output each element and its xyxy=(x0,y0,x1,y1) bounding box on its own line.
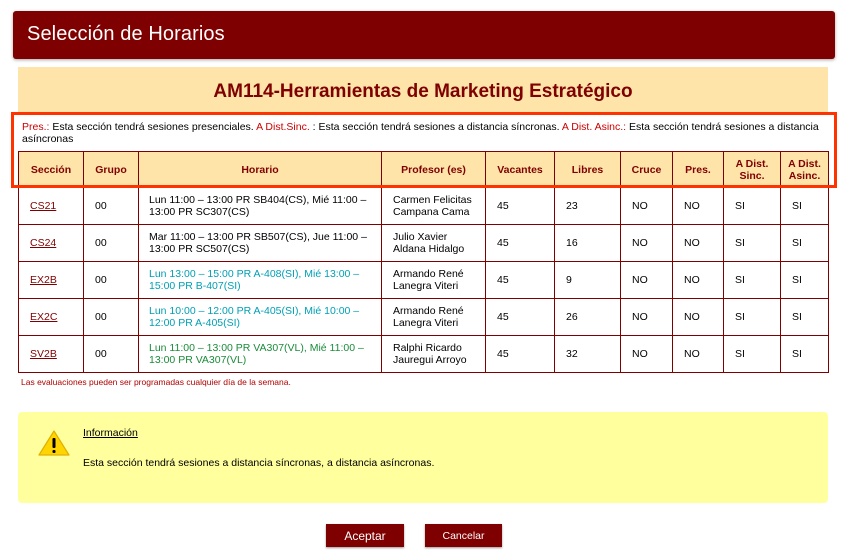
cell-vacantes: 45 xyxy=(486,188,555,225)
section-link-ex2c[interactable]: EX2C xyxy=(30,311,58,323)
col-header-libres: Libres xyxy=(555,152,621,188)
cell-profesor: Carmen Felicitas Campana Cama xyxy=(382,188,486,225)
cell-vacantes: 45 xyxy=(486,299,555,336)
section-link-sv2b[interactable]: SV2B xyxy=(30,348,57,360)
course-title: AM114-Herramientas de Marketing Estratégico xyxy=(213,81,633,102)
col-header-grupo: Grupo xyxy=(84,152,139,188)
cell-grupo: 00 xyxy=(84,299,139,336)
cell-sinc: SI xyxy=(724,299,781,336)
table-row xyxy=(19,262,829,299)
section-link-ex2b[interactable]: EX2B xyxy=(30,274,57,286)
cell-grupo: 00 xyxy=(84,188,139,225)
table-row xyxy=(19,336,829,373)
table-header-row xyxy=(19,152,829,188)
window-header xyxy=(13,11,835,59)
table-row xyxy=(19,299,829,336)
cell-libres: 9 xyxy=(555,262,621,299)
cell-sinc: SI xyxy=(724,225,781,262)
cell-pres: NO xyxy=(673,225,724,262)
cell-pres: NO xyxy=(673,336,724,373)
table-row xyxy=(19,188,829,225)
cell-asinc: SI xyxy=(781,336,829,373)
cell-asinc: SI xyxy=(781,188,829,225)
info-title: Información xyxy=(83,427,138,439)
cell-pres: NO xyxy=(673,299,724,336)
legend-asinc-term: A Dist. Asinc.: xyxy=(561,121,627,133)
cell-horario: Lun 13:00 – 15:00 PR A-408(SI), Mié 13:00 – 15:00 PR B-407(SI) xyxy=(139,262,382,299)
cell-libres: 23 xyxy=(555,188,621,225)
cell-sinc: SI xyxy=(724,188,781,225)
cell-cruce: NO xyxy=(621,262,673,299)
cell-asinc: SI xyxy=(781,225,829,262)
cell-asinc: SI xyxy=(781,262,829,299)
window-title: Selección de Horarios xyxy=(27,23,225,45)
col-header-profesor: Profesor (es) xyxy=(382,152,486,188)
section-link-cs24[interactable]: CS24 xyxy=(30,237,57,249)
cell-cruce: NO xyxy=(621,225,673,262)
warning-icon xyxy=(38,429,70,457)
cell-profesor: Ralphi Ricardo Jauregui Arroyo xyxy=(382,336,486,373)
col-header-pres: Pres. xyxy=(673,152,724,188)
cell-horario: Lun 11:00 – 13:00 PR VA307(VL), Mié 11:00 – 13:00 PR VA307(VL) xyxy=(139,336,382,373)
legend-text xyxy=(22,121,822,145)
cell-grupo: 00 xyxy=(84,225,139,262)
info-message: Esta sección tendrá sesiones a distancia síncronas, a distancia asíncronas. xyxy=(83,457,435,469)
col-header-asinc: A Dist. Asinc. xyxy=(781,152,829,188)
col-header-vacantes: Vacantes xyxy=(486,152,555,188)
cell-horario: Mar 11:00 – 13:00 PR SB507(CS), Jue 11:00 – 13:00 PR SC507(CS) xyxy=(139,225,382,262)
cell-asinc: SI xyxy=(781,299,829,336)
cell-vacantes: 45 xyxy=(486,262,555,299)
cell-vacantes: 45 xyxy=(486,225,555,262)
cell-horario: Lun 11:00 – 13:00 PR SB404(CS), Mié 11:00 – 13:00 PR SC307(CS) xyxy=(139,188,382,225)
accept-button[interactable]: Aceptar xyxy=(326,524,404,547)
course-panel xyxy=(18,67,828,115)
cell-cruce: NO xyxy=(621,188,673,225)
cell-libres: 26 xyxy=(555,299,621,336)
section-link-cs21[interactable]: CS21 xyxy=(30,200,57,212)
evaluations-note: Las evaluaciones pueden ser programadas cualquier día de la semana. xyxy=(21,377,291,387)
schedule-table xyxy=(18,151,829,373)
cancel-button[interactable]: Cancelar xyxy=(425,524,502,547)
table-row xyxy=(19,225,829,262)
cell-grupo: 00 xyxy=(84,262,139,299)
cell-profesor: Julio Xavier Aldana Hidalgo xyxy=(382,225,486,262)
cell-vacantes: 45 xyxy=(486,336,555,373)
cell-sinc: SI xyxy=(724,336,781,373)
cell-libres: 16 xyxy=(555,225,621,262)
col-header-sinc: A Dist. Sinc. xyxy=(724,152,781,188)
col-header-seccion: Sección xyxy=(19,152,84,188)
cell-pres: NO xyxy=(673,262,724,299)
col-header-horario: Horario xyxy=(139,152,382,188)
info-panel xyxy=(18,412,828,503)
legend-pres-desc: Esta sección tendrá sesiones presenciales. xyxy=(49,121,257,133)
cell-sinc: SI xyxy=(724,262,781,299)
col-header-cruce: Cruce xyxy=(621,152,673,188)
cell-libres: 32 xyxy=(555,336,621,373)
legend-pres-term: Pres.: xyxy=(22,121,50,133)
legend-sinc-desc: : Esta sección tendrá sesiones a distancia síncronas. xyxy=(309,121,562,133)
cell-profesor: Armando René Lanegra Viteri xyxy=(382,262,486,299)
legend-asinc-desc: Esta sección tendrá sesiones a distancia asíncronas xyxy=(22,121,819,145)
cell-cruce: NO xyxy=(621,336,673,373)
cell-cruce: NO xyxy=(621,299,673,336)
cell-profesor: Armando René Lanegra Viteri xyxy=(382,299,486,336)
cell-pres: NO xyxy=(673,188,724,225)
cell-grupo: 00 xyxy=(84,336,139,373)
cell-horario: Lun 10:00 – 12:00 PR A-405(SI), Mié 10:00 – 12:00 PR A-405(SI) xyxy=(139,299,382,336)
legend-sinc-term: A Dist.Sinc. xyxy=(256,121,310,133)
